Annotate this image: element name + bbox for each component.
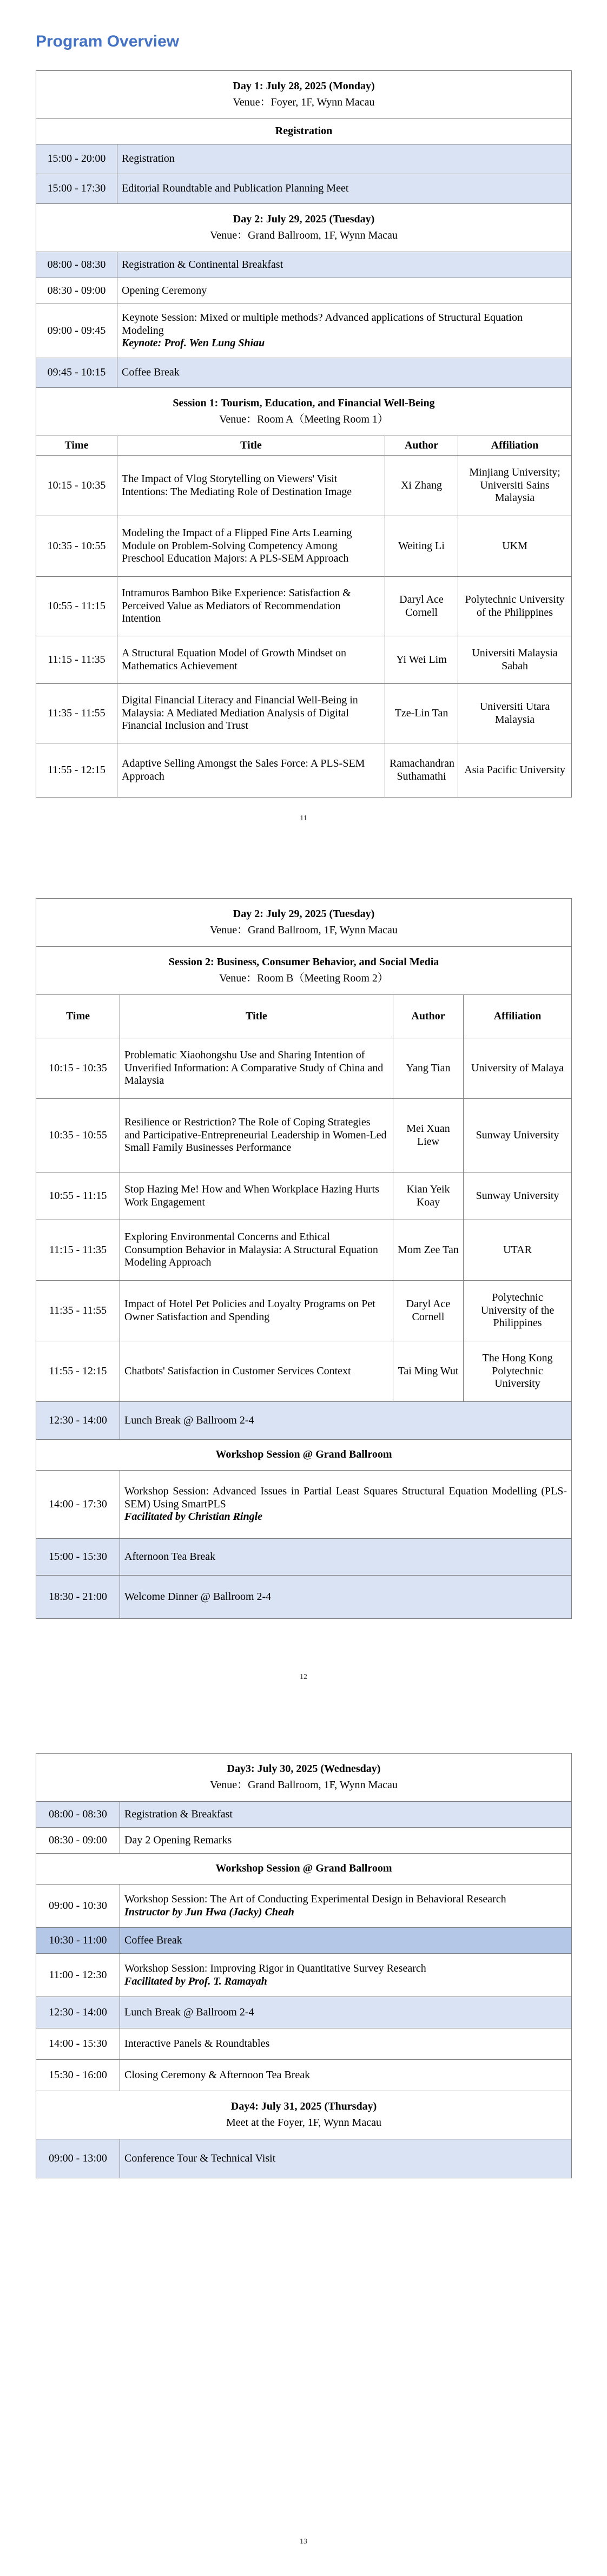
row-title: Stop Hazing Me! How and When Workplace Hazing Hurts Work Engagement — [120, 1172, 393, 1220]
table-row — [36, 1038, 572, 1099]
row-time: 11:15 - 11:35 — [36, 636, 117, 684]
table-row — [36, 516, 572, 577]
row-affiliation: Minjiang University; Universiti Sains Malaysia — [458, 456, 572, 516]
row-time: 11:55 - 12:15 — [36, 743, 117, 798]
col-author: Author — [385, 436, 458, 456]
row-time: 11:15 - 11:35 — [36, 1220, 120, 1281]
row-time: 15:00 - 17:30 — [36, 174, 117, 204]
row-affiliation: Sunway University — [464, 1172, 572, 1220]
row-time: 14:00 - 17:30 — [36, 1471, 120, 1539]
schedule-row — [36, 144, 572, 174]
table-row — [36, 1281, 572, 1341]
workshop-title: Workshop Session: The Art of Conducting Experimental Design in Behavioral Research — [124, 1893, 506, 1905]
schedule-row — [36, 278, 572, 304]
row-title: Resilience or Restriction? The Role of Coping Strategies and Participative-Entrepreneurial Leadership in Women-Led Small Family Businesses Performance — [120, 1099, 393, 1172]
row-affiliation: UTAR — [464, 1220, 572, 1281]
keynote-row — [36, 304, 572, 358]
day1-venue: Venue：Foyer, 1F, Wynn Macau — [233, 96, 375, 108]
row-author: Weiting Li — [385, 516, 458, 577]
column-header-row — [36, 436, 572, 456]
session2-title: Session 2: Business, Consumer Behavior, and Social Media — [168, 956, 439, 969]
col-time: Time — [36, 436, 117, 456]
schedule-row — [36, 1802, 572, 1828]
day3-venue: Venue：Grand Ballroom, 1F, Wynn Macau — [210, 1779, 398, 1791]
row-activity: Opening Ceremony — [117, 278, 572, 304]
row-activity: Coffee Break — [117, 358, 572, 388]
table-row — [36, 743, 572, 798]
table-row — [36, 1099, 572, 1172]
day1-day2-schedule-table — [36, 70, 572, 798]
col-affiliation: Affiliation — [464, 995, 572, 1038]
row-time: 10:15 - 10:35 — [36, 456, 117, 516]
row-affiliation: Polytechnic University of the Philippines — [464, 1281, 572, 1341]
workshop-header-row — [36, 1854, 572, 1885]
row-time: 11:35 - 11:55 — [36, 684, 117, 743]
schedule-row — [36, 2060, 572, 2091]
row-author: Daryl Ace Cornell — [393, 1281, 464, 1341]
workshop-title: Workshop Session: Advanced Issues in Partial Least Squares Structural Equation Modelling (PLS-SEM) Using SmartPLS — [124, 1485, 568, 1510]
row-activity: Afternoon Tea Break — [120, 1539, 572, 1576]
row-time: 09:45 - 10:15 — [36, 358, 117, 388]
registration-header: Registration — [36, 119, 572, 144]
col-title: Title — [120, 995, 393, 1038]
schedule-row — [36, 174, 572, 204]
row-time: 09:00 - 09:45 — [36, 304, 117, 358]
row-time: 12:30 - 14:00 — [36, 1402, 120, 1440]
row-author: Tai Ming Wut — [393, 1341, 464, 1402]
schedule-row — [36, 1928, 572, 1954]
row-author: Yang Tian — [393, 1038, 464, 1099]
row-affiliation: Universiti Malaysia Sabah — [458, 636, 572, 684]
row-activity: Welcome Dinner @ Ballroom 2-4 — [120, 1576, 572, 1619]
day4-title: Day4: July 31, 2025 (Thursday) — [230, 2100, 377, 2113]
row-activity: Coffee Break — [120, 1928, 572, 1954]
row-activity: Conference Tour & Technical Visit — [120, 2139, 572, 2178]
workshop-facilitator: Facilitated by Christian Ringle — [124, 1511, 263, 1523]
workshop-header-row — [36, 1440, 572, 1471]
row-activity: Lunch Break @ Ballroom 2-4 — [120, 1402, 572, 1440]
day2-title: Day 2: July 29, 2025 (Tuesday) — [233, 213, 375, 226]
row-time: 08:30 - 09:00 — [36, 1828, 120, 1854]
row-time: 10:35 - 10:55 — [36, 516, 117, 577]
row-time: 11:00 - 12:30 — [36, 1954, 120, 1997]
row-time: 10:15 - 10:35 — [36, 1038, 120, 1099]
row-activity: Editorial Roundtable and Publication Planning Meet — [117, 174, 572, 204]
table-row — [36, 684, 572, 743]
row-time: 14:00 - 15:30 — [36, 2028, 120, 2060]
workshop-header: Workshop Session @ Grand Ballroom — [36, 1440, 572, 1471]
workshop-title: Workshop Session: Improving Rigor in Quantitative Survey Research — [124, 1962, 426, 1974]
table-row — [36, 636, 572, 684]
table-row — [36, 1172, 572, 1220]
workshop-header: Workshop Session @ Grand Ballroom — [36, 1854, 572, 1885]
keynote-title: Keynote Session: Mixed or multiple methods? Advanced applications of Structural Equation Modeling — [122, 312, 523, 337]
day3-title: Day3: July 30, 2025 (Wednesday) — [227, 1763, 381, 1775]
row-time: 11:35 - 11:55 — [36, 1281, 120, 1341]
row-author: Mei Xuan Liew — [393, 1099, 464, 1172]
session1-title: Session 1: Tourism, Education, and Financial Well-Being — [173, 397, 435, 410]
row-activity: Day 2 Opening Remarks — [120, 1828, 572, 1854]
row-affiliation: UKM — [458, 516, 572, 577]
row-activity: Closing Ceremony & Afternoon Tea Break — [120, 2060, 572, 2091]
row-time: 08:00 - 08:30 — [36, 1802, 120, 1828]
row-affiliation: Polytechnic University of the Philippines — [458, 577, 572, 636]
row-time: 18:30 - 21:00 — [36, 1576, 120, 1619]
row-affiliation: The Hong Kong Polytechnic University — [464, 1341, 572, 1402]
row-activity: Interactive Panels & Roundtables — [120, 2028, 572, 2060]
schedule-row — [36, 252, 572, 278]
row-title: Intramuros Bamboo Bike Experience: Satisfaction & Perceived Value as Mediators of Recommendation Intention — [117, 577, 385, 636]
row-author: Daryl Ace Cornell — [385, 577, 458, 636]
row-affiliation: Universiti Utara Malaysia — [458, 684, 572, 743]
row-affiliation: Asia Pacific University — [458, 743, 572, 798]
table-row — [36, 456, 572, 516]
session1-header-row — [36, 388, 572, 436]
row-author: Mom Zee Tan — [393, 1220, 464, 1281]
row-time: 08:00 - 08:30 — [36, 252, 117, 278]
row-title: Modeling the Impact of a Flipped Fine Arts Learning Module on Problem-Solving Competency Among Preschool Education Majors: A PLS-SEM Approach — [117, 516, 385, 577]
row-time: 15:00 - 15:30 — [36, 1539, 120, 1576]
table-row — [36, 1220, 572, 1281]
day2-title: Day 2: July 29, 2025 (Tuesday) — [233, 908, 375, 920]
row-title: A Structural Equation Model of Growth Mindset on Mathematics Achievement — [117, 636, 385, 684]
row-time: 11:55 - 12:15 — [36, 1341, 120, 1402]
page-number: 13 — [300, 2538, 307, 2546]
table-row — [36, 577, 572, 636]
row-title: The Impact of Vlog Storytelling on Viewers' Visit Intentions: The Mediating Role of Destination Image — [117, 456, 385, 516]
col-affiliation: Affiliation — [458, 436, 572, 456]
schedule-row — [36, 1828, 572, 1854]
day1-title: Day 1: July 28, 2025 (Monday) — [233, 80, 375, 93]
day3-day4-schedule-table — [36, 1753, 572, 2178]
workshop-row — [36, 1885, 572, 1928]
row-title: Impact of Hotel Pet Policies and Loyalty Programs on Pet Owner Satisfaction and Spending — [120, 1281, 393, 1341]
table-row — [36, 1341, 572, 1402]
registration-header-row — [36, 119, 572, 144]
schedule-row — [36, 1402, 572, 1440]
page-number: 11 — [300, 814, 307, 822]
workshop-instructor: Instructor by Jun Hwa (Jacky) Cheah — [124, 1906, 294, 1918]
row-time: 08:30 - 09:00 — [36, 278, 117, 304]
day2-venue: Venue：Grand Ballroom, 1F, Wynn Macau — [210, 229, 398, 241]
row-affiliation: University of Malaya — [464, 1038, 572, 1099]
session2-header-row — [36, 947, 572, 995]
keynote-speaker: Keynote: Prof. Wen Lung Shiau — [122, 337, 265, 350]
row-time: 12:30 - 14:00 — [36, 1997, 120, 2028]
col-time: Time — [36, 995, 120, 1038]
row-author: Kian Yeik Koay — [393, 1172, 464, 1220]
row-activity: Lunch Break @ Ballroom 2-4 — [120, 1997, 572, 2028]
row-title: Exploring Environmental Concerns and Ethical Consumption Behavior in Malaysia: A Structural Equation Modeling Approach — [120, 1220, 393, 1281]
row-time: 10:55 - 11:15 — [36, 1172, 120, 1220]
row-time: 10:35 - 10:55 — [36, 1099, 120, 1172]
day1-header-row — [36, 71, 572, 119]
row-time: 15:30 - 16:00 — [36, 2060, 120, 2091]
day2-venue: Venue：Grand Ballroom, 1F, Wynn Macau — [210, 924, 398, 936]
row-time: 15:00 - 20:00 — [36, 144, 117, 174]
row-author: Tze-Lin Tan — [385, 684, 458, 743]
row-activity: Registration & Breakfast — [120, 1802, 572, 1828]
row-activity: Registration — [117, 144, 572, 174]
row-title: Problematic Xiaohongshu Use and Sharing Intention of Unverified Information: A Comparative Study of China and Malaysia — [120, 1038, 393, 1099]
row-time: 09:00 - 13:00 — [36, 2139, 120, 2178]
col-author: Author — [393, 995, 464, 1038]
row-title: Adaptive Selling Amongst the Sales Force: A PLS-SEM Approach — [117, 743, 385, 798]
row-title: Digital Financial Literacy and Financial Well-Being in Malaysia: A Mediated Mediation Analysis of Digital Financial Inclusion and Trust — [117, 684, 385, 743]
day3-header-row — [36, 1754, 572, 1802]
row-author: Xi Zhang — [385, 456, 458, 516]
row-author: Ramachandran Suthamathi — [385, 743, 458, 798]
page-heading: Program Overview — [36, 32, 180, 50]
workshop-facilitator: Facilitated by Prof. T. Ramayah — [124, 1975, 267, 1987]
row-title: Chatbots' Satisfaction in Customer Services Context — [120, 1341, 393, 1402]
row-activity: Registration & Continental Breakfast — [117, 252, 572, 278]
row-affiliation: Sunway University — [464, 1099, 572, 1172]
column-header-row — [36, 995, 572, 1038]
schedule-row — [36, 2139, 572, 2178]
day2-header-row — [36, 204, 572, 252]
page-number: 12 — [300, 1673, 307, 1681]
schedule-row — [36, 1576, 572, 1619]
session2-venue: Venue：Room B（Meeting Room 2） — [219, 972, 388, 984]
row-time: 09:00 - 10:30 — [36, 1885, 120, 1928]
day4-venue: Meet at the Foyer, 1F, Wynn Macau — [226, 2117, 382, 2129]
session2-schedule-table — [36, 898, 572, 1619]
workshop-row — [36, 1471, 572, 1539]
schedule-row — [36, 1539, 572, 1576]
session1-venue: Venue：Room A（Meeting Room 1） — [219, 413, 388, 425]
schedule-row — [36, 358, 572, 388]
day4-header-row — [36, 2091, 572, 2139]
row-time: 10:55 - 11:15 — [36, 577, 117, 636]
row-author: Yi Wei Lim — [385, 636, 458, 684]
workshop-row — [36, 1954, 572, 1997]
col-title: Title — [117, 436, 385, 456]
schedule-row — [36, 1997, 572, 2028]
schedule-row — [36, 2028, 572, 2060]
row-time: 10:30 - 11:00 — [36, 1928, 120, 1954]
day2-header-row — [36, 899, 572, 947]
